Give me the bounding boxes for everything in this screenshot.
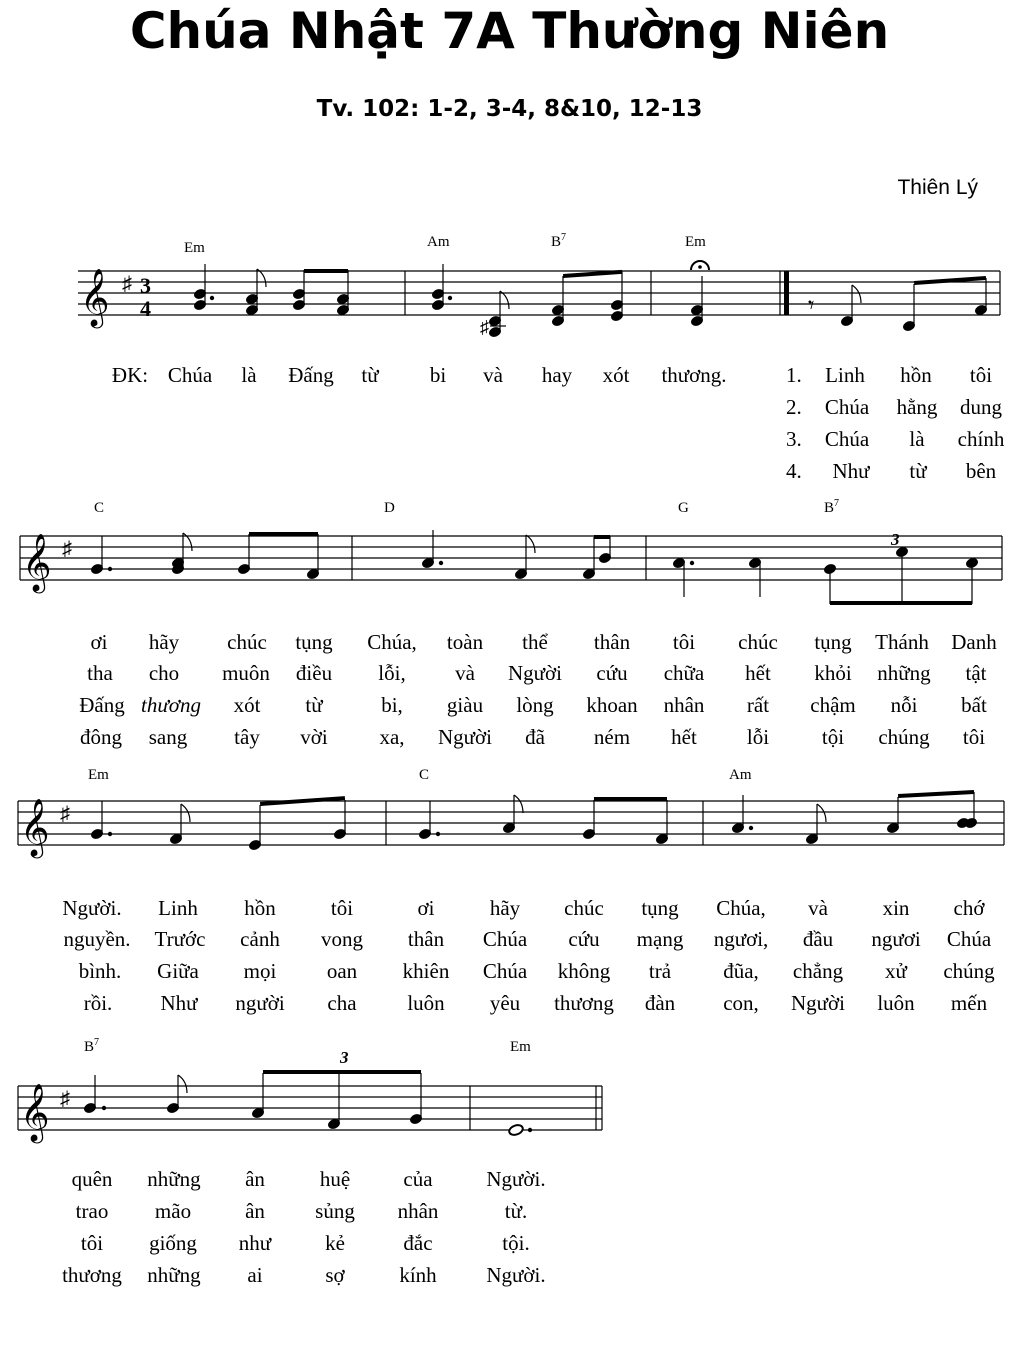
lyric: điều bbox=[295, 661, 333, 685]
lyric: tật bbox=[965, 661, 987, 685]
lyric: từ. bbox=[504, 1199, 528, 1223]
lyric: giàu bbox=[446, 693, 484, 717]
lyric: Chúa bbox=[482, 927, 528, 951]
staff-system-3 bbox=[0, 780, 1019, 880]
lyric: giống bbox=[149, 1231, 197, 1255]
lyric: nhân bbox=[663, 693, 705, 717]
lyric: đũa, bbox=[723, 959, 759, 983]
lyric: thương. bbox=[661, 363, 727, 387]
lyric: chữa bbox=[663, 661, 705, 685]
lyric: chính bbox=[957, 427, 1005, 451]
lyric: đàn bbox=[644, 991, 676, 1015]
lyric: Người. bbox=[486, 1263, 546, 1287]
lyric: ném bbox=[593, 725, 631, 749]
lyric: từ bbox=[361, 363, 379, 387]
lyric: hết bbox=[745, 661, 771, 685]
lyric: huệ bbox=[319, 1167, 351, 1191]
lyric: Giữa bbox=[157, 959, 199, 983]
lyric: mão bbox=[154, 1199, 192, 1223]
lyric: con, bbox=[723, 991, 759, 1015]
lyric: bên bbox=[965, 459, 997, 483]
lyric: Linh bbox=[158, 896, 198, 920]
lyric: nhân bbox=[397, 1199, 439, 1223]
lyric: tôi bbox=[962, 725, 986, 749]
chord-symbol: Em bbox=[685, 234, 706, 250]
lyric: Đấng bbox=[288, 363, 334, 387]
lyric: muôn bbox=[222, 661, 270, 685]
lyric: kẻ bbox=[325, 1231, 345, 1255]
lyric: cảnh bbox=[240, 927, 280, 951]
lyric: hết bbox=[671, 725, 697, 749]
lyric: bình. bbox=[78, 959, 122, 983]
page-title: Chúa Nhật 7A Thường Niên bbox=[129, 2, 890, 60]
chord-symbol: C bbox=[419, 767, 430, 783]
lyric: vời bbox=[300, 725, 328, 749]
lyric: chúng bbox=[878, 725, 930, 749]
lyric: tụng bbox=[814, 630, 852, 654]
lyric: thương bbox=[141, 693, 201, 717]
chord-symbol: G bbox=[678, 500, 689, 516]
staff-system-2 bbox=[0, 515, 1019, 615]
lyric: yêu bbox=[489, 991, 521, 1015]
lyric: chớ bbox=[953, 896, 985, 920]
lyric: bất bbox=[961, 693, 987, 717]
lyric: ân bbox=[245, 1167, 265, 1191]
lyric: lỗi bbox=[746, 725, 770, 749]
lyric: mọi bbox=[243, 959, 277, 983]
lyric: cha bbox=[327, 991, 357, 1015]
verse-number: 3. bbox=[786, 427, 802, 451]
staff-system-4 bbox=[0, 1048, 1019, 1165]
lyric: Chúa bbox=[946, 927, 992, 951]
lyric: dung bbox=[960, 395, 1002, 419]
lyric: tha bbox=[87, 661, 113, 685]
time-signature-numerator: 3 bbox=[140, 273, 151, 298]
lyric: ân bbox=[245, 1199, 265, 1223]
lyric: thân bbox=[407, 927, 445, 951]
lyric: và bbox=[455, 661, 475, 685]
lyric: Chúa, bbox=[716, 896, 766, 920]
lyric: cứu bbox=[596, 661, 628, 685]
lyric: chậm bbox=[810, 693, 856, 717]
chord-symbol: $B^7$ bbox=[84, 1037, 100, 1055]
tuplet-label: 3 bbox=[891, 530, 900, 549]
lyric: tây bbox=[234, 725, 260, 749]
lyric: Người bbox=[438, 725, 492, 749]
key-signature-sharp-icon: ♯ bbox=[60, 803, 70, 825]
lyric: khiên bbox=[402, 959, 450, 983]
lyric: mến bbox=[950, 991, 988, 1015]
lyric: bi, bbox=[381, 693, 403, 717]
lyric: tội. bbox=[502, 1231, 530, 1255]
lyric: Như bbox=[832, 459, 870, 483]
chord-symbol: $B^7$ bbox=[551, 232, 567, 250]
lyric: chúng bbox=[943, 959, 995, 983]
chord-symbol: Am bbox=[729, 767, 752, 783]
refrain-label: ĐK: bbox=[111, 363, 149, 387]
lyric: bi bbox=[429, 363, 447, 387]
lyric: Linh bbox=[825, 363, 865, 387]
lyric: hãy bbox=[148, 630, 180, 654]
lyric: thương bbox=[554, 991, 614, 1015]
verse-number: 4. bbox=[786, 459, 802, 483]
psalm-reference: Tv. 102: 1-2, 3-4, 8&10, 12-13 bbox=[316, 96, 703, 122]
chord-symbol: $B^7$ bbox=[824, 498, 840, 516]
lyric: Chúa bbox=[167, 363, 213, 387]
lyric: Thánh bbox=[875, 630, 929, 654]
chord-symbol: Em bbox=[184, 240, 205, 256]
chord-symbol: Em bbox=[88, 767, 109, 783]
composer-name: Thiên Lý bbox=[897, 176, 978, 199]
lyric: sủng bbox=[315, 1199, 355, 1223]
key-signature-sharp-icon: ♯ bbox=[122, 273, 132, 295]
treble-clef-icon: 𝄞 bbox=[22, 534, 52, 590]
lyric: từ bbox=[305, 693, 323, 717]
lyric: Đấng bbox=[79, 693, 125, 717]
lyric: ngươi, bbox=[713, 927, 769, 951]
lyric: xử bbox=[885, 959, 907, 983]
lyric: chúc bbox=[564, 896, 604, 920]
lyric: Người. bbox=[486, 1167, 546, 1191]
lyric: ơi bbox=[417, 896, 435, 920]
svg-text:♯: ♯ bbox=[480, 317, 489, 337]
lyric: và bbox=[808, 896, 828, 920]
eighth-rest-icon: 𝄾 bbox=[808, 293, 815, 319]
treble-clef-icon: 𝄞 bbox=[80, 269, 110, 325]
lyric: sang bbox=[148, 725, 188, 749]
lyric: những bbox=[147, 1263, 201, 1287]
lyric: xót bbox=[233, 693, 261, 717]
lyric: tụng bbox=[641, 896, 679, 920]
key-signature-sharp-icon: ♯ bbox=[60, 1088, 70, 1110]
lyric: rồi. bbox=[83, 991, 113, 1015]
lyric: Chúa bbox=[824, 395, 870, 419]
lyric: Chúa bbox=[482, 959, 528, 983]
lyric: khỏi bbox=[814, 661, 852, 685]
lyric: nỗi bbox=[890, 693, 918, 717]
lyric: trả bbox=[648, 959, 672, 983]
lyric: như bbox=[238, 1231, 272, 1255]
lyric: xót bbox=[602, 363, 630, 387]
lyric: người bbox=[235, 991, 285, 1015]
lyric: lỗi, bbox=[378, 661, 406, 685]
lyric: oan bbox=[326, 959, 358, 983]
lyric: Danh bbox=[951, 630, 997, 654]
tuplet-label: 3 bbox=[340, 1048, 349, 1067]
lyric: Chúa, bbox=[367, 630, 417, 654]
key-signature-sharp-icon: ♯ bbox=[62, 538, 72, 560]
lyric: Như bbox=[160, 991, 198, 1015]
lyric: sợ bbox=[325, 1263, 345, 1287]
lyric: Trước bbox=[154, 927, 206, 951]
lyric: Người. bbox=[62, 896, 122, 920]
lyric: Người bbox=[508, 661, 562, 685]
lyric: hằng bbox=[896, 395, 938, 419]
lyric: và bbox=[483, 363, 503, 387]
lyric: tôi bbox=[672, 630, 696, 654]
staff-system-1 bbox=[0, 250, 1019, 350]
lyric: đắc bbox=[403, 1231, 433, 1255]
lyric: Người bbox=[791, 991, 845, 1015]
lyric: cho bbox=[148, 661, 180, 685]
lyric: rất bbox=[746, 693, 770, 717]
lyric: thương bbox=[62, 1263, 122, 1287]
lyric: ơi bbox=[90, 630, 108, 654]
lyric: tôi bbox=[330, 896, 354, 920]
lyric: đầu bbox=[802, 927, 834, 951]
verse-number: 1. bbox=[786, 363, 802, 387]
lyric: đã bbox=[525, 725, 545, 749]
chord-symbol: Am bbox=[427, 234, 450, 250]
lyric: chẳng bbox=[792, 959, 844, 983]
lyric: quên bbox=[71, 1167, 113, 1191]
lyric: luôn bbox=[407, 991, 445, 1015]
lyric: ngươi bbox=[871, 927, 921, 951]
lyric: hay bbox=[541, 363, 573, 387]
lyric: những bbox=[147, 1167, 201, 1191]
lyric: xa, bbox=[379, 725, 405, 749]
lyric: tội bbox=[821, 725, 845, 749]
lyric: mạng bbox=[636, 927, 684, 951]
lyric: cứu bbox=[568, 927, 600, 951]
lyric: hãy bbox=[489, 896, 521, 920]
lyric: chúc bbox=[227, 630, 267, 654]
lyric: tụng bbox=[295, 630, 333, 654]
chord-symbol: C bbox=[94, 500, 105, 516]
lyric: luôn bbox=[877, 991, 915, 1015]
verse-number: 2. bbox=[786, 395, 802, 419]
lyric: thân bbox=[593, 630, 631, 654]
lyric: xin bbox=[882, 896, 910, 920]
lyric: là bbox=[909, 427, 925, 451]
lyric: kính bbox=[399, 1263, 437, 1287]
treble-clef-icon: 𝄞 bbox=[20, 799, 50, 855]
lyric: là bbox=[241, 363, 257, 387]
chord-symbol: D bbox=[384, 500, 395, 516]
treble-clef-icon: 𝄞 bbox=[20, 1084, 50, 1140]
lyric: hồn bbox=[244, 896, 276, 920]
lyric: thể bbox=[522, 630, 548, 654]
lyric: chúc bbox=[738, 630, 778, 654]
lyric: tôi bbox=[969, 363, 993, 387]
chord-symbol: Em bbox=[510, 1039, 531, 1055]
lyric: tôi bbox=[80, 1231, 104, 1255]
lyric: của bbox=[403, 1167, 433, 1191]
lyric: toàn bbox=[446, 630, 484, 654]
lyric: vong bbox=[321, 927, 363, 951]
lyric: không bbox=[557, 959, 611, 983]
lyric: những bbox=[877, 661, 931, 685]
lyric: trao bbox=[75, 1199, 109, 1223]
lyric: đông bbox=[80, 725, 122, 749]
lyric: Chúa bbox=[824, 427, 870, 451]
time-signature-denominator: 4 bbox=[140, 296, 151, 321]
lyric: từ bbox=[909, 459, 927, 483]
lyric: khoan bbox=[586, 693, 638, 717]
lyric: ai bbox=[247, 1263, 263, 1287]
lyric: nguyền. bbox=[63, 927, 131, 951]
lyric: hồn bbox=[900, 363, 932, 387]
lyric: lòng bbox=[516, 693, 554, 717]
